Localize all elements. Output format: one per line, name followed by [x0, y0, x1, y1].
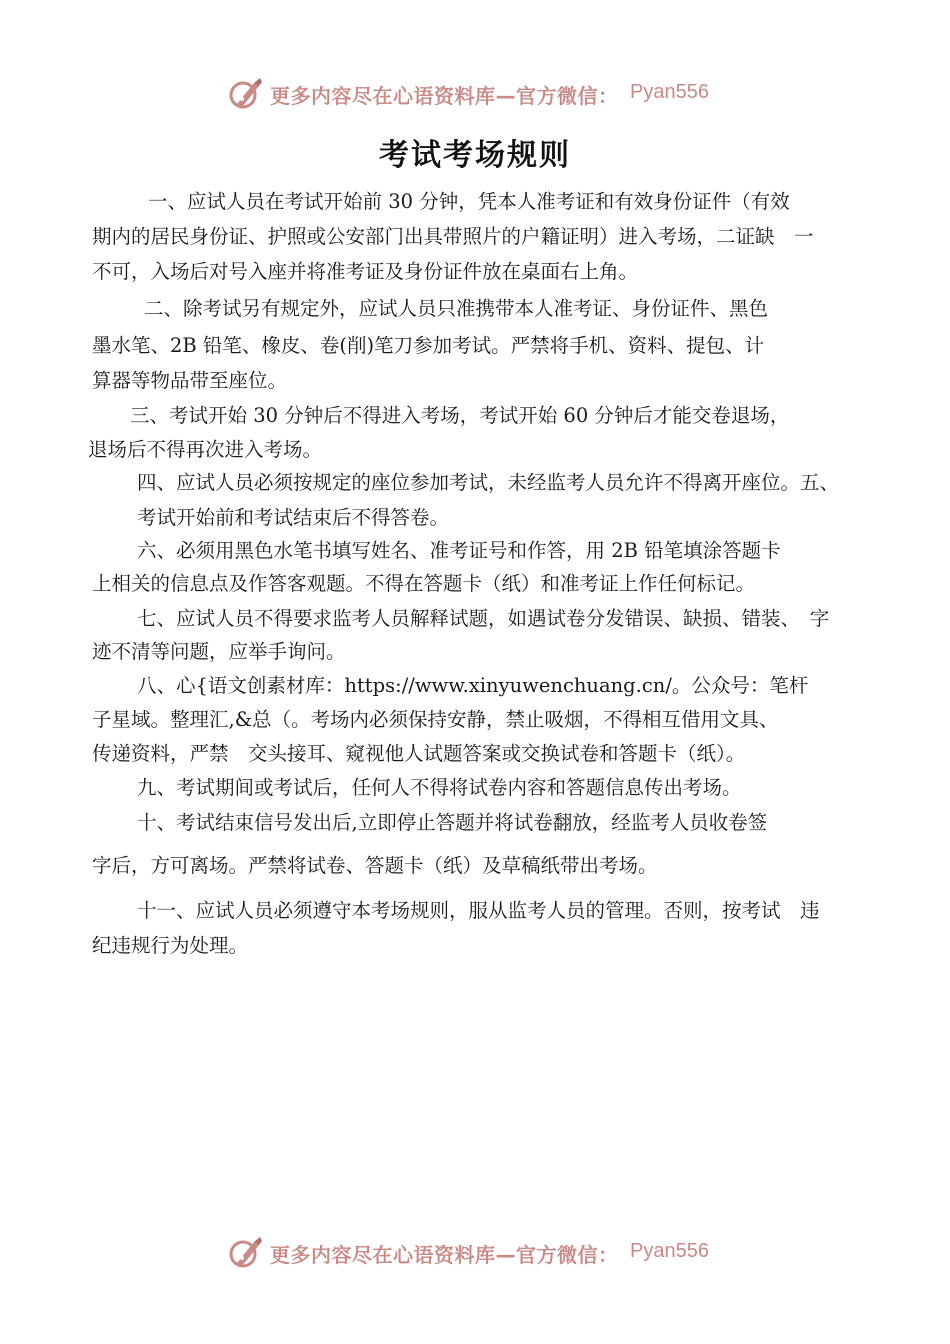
body-line: 四、应试人员必须按规定的座位参加考试，未经监考人员允许不得离开座位。五、 — [137, 471, 840, 494]
body-line: 七、应试人员不得要求监考人员解释试题，如遇试卷分发错误、缺损、错装、 字 — [137, 607, 830, 630]
body-line: 上相关的信息点及作答客观题。不得在答题卡（纸）和准考证上作任何标记。 — [92, 572, 756, 595]
watermark-wechat-id: Pyan556 — [630, 1240, 709, 1262]
body-line: 八、心{语文创素材库：https://www.xinyuwenchuang.cn/。公众号：笔杆 — [137, 674, 809, 697]
watermark-text: 更多内容尽在心语资料库—官方微信： — [270, 1243, 619, 1267]
body-line: 不可，入场后对号入座并将准考证及身份证件放在桌面右上角。 — [92, 260, 639, 283]
body-line: 六、必须用黑色水笔书填写姓名、准考证号和作答，用 2B 铅笔填涂答题卡 — [137, 539, 781, 562]
body-line: 二、除考试另有规定外，应试人员只准携带本人准考证、身份证件、黑色 — [144, 297, 769, 320]
body-line: 十一、应试人员必须遵守本考场规则，服从监考人员的管理。否则，按考试 违 — [137, 899, 820, 922]
body-line: 期内的居民身份证、护照或公安部门出具带照片的户籍证明）进入考场，二证缺 一 — [92, 225, 814, 248]
pen-nib-logo-icon — [227, 1235, 265, 1271]
body-line: 十、考试结束信号发出后,立即停止答题并将试卷翻放，经监考人员收卷签 — [137, 811, 768, 834]
body-line: 三、考试开始 30 分钟后不得进入考场，考试开始 60 分钟后才能交卷退场， — [130, 404, 790, 427]
watermark-wechat-id: Pyan556 — [630, 81, 709, 103]
body-line: 迹不清等问题，应举手询问。 — [92, 640, 346, 663]
document-title: 考试考场规则 — [379, 138, 571, 173]
body-line: 考试开始前和考试结束后不得答卷。 — [137, 506, 450, 529]
body-line: 传递资料，严禁 交头接耳、窥视他人试题答案或交换试卷和答题卡（纸）。 — [92, 742, 746, 765]
body-line: 纪违规行为处理。 — [92, 934, 249, 957]
watermark-text: 更多内容尽在心语资料库—官方微信： — [270, 84, 619, 108]
body-line: 子星域。整理汇,&总（。考场内必须保持安静，禁止吸烟，不得相互借用文具、 — [92, 708, 779, 731]
body-line: 九、考试期间或考试后，任何人不得将试卷内容和答题信息传出考场。 — [137, 776, 742, 799]
body-line: 退场后不得再次进入考场。 — [88, 438, 323, 461]
watermark-banner-top — [0, 74, 950, 114]
body-line: 墨水笔、2B 铅笔、橡皮、卷(削)笔刀参加考试。严禁将手机、资料、提包、计 — [92, 334, 765, 357]
body-line: 一、应试人员在考试开始前 30 分钟，凭本人准考证和有效身份证件（有效 — [148, 190, 790, 213]
body-line: 算器等物品带至座位。 — [92, 369, 288, 392]
body-line: 字后，方可离场。严禁将试卷、答题卡（纸）及草稿纸带出考场。 — [92, 854, 658, 877]
watermark-banner-bottom — [0, 1233, 950, 1273]
pen-nib-logo-icon — [227, 76, 265, 112]
